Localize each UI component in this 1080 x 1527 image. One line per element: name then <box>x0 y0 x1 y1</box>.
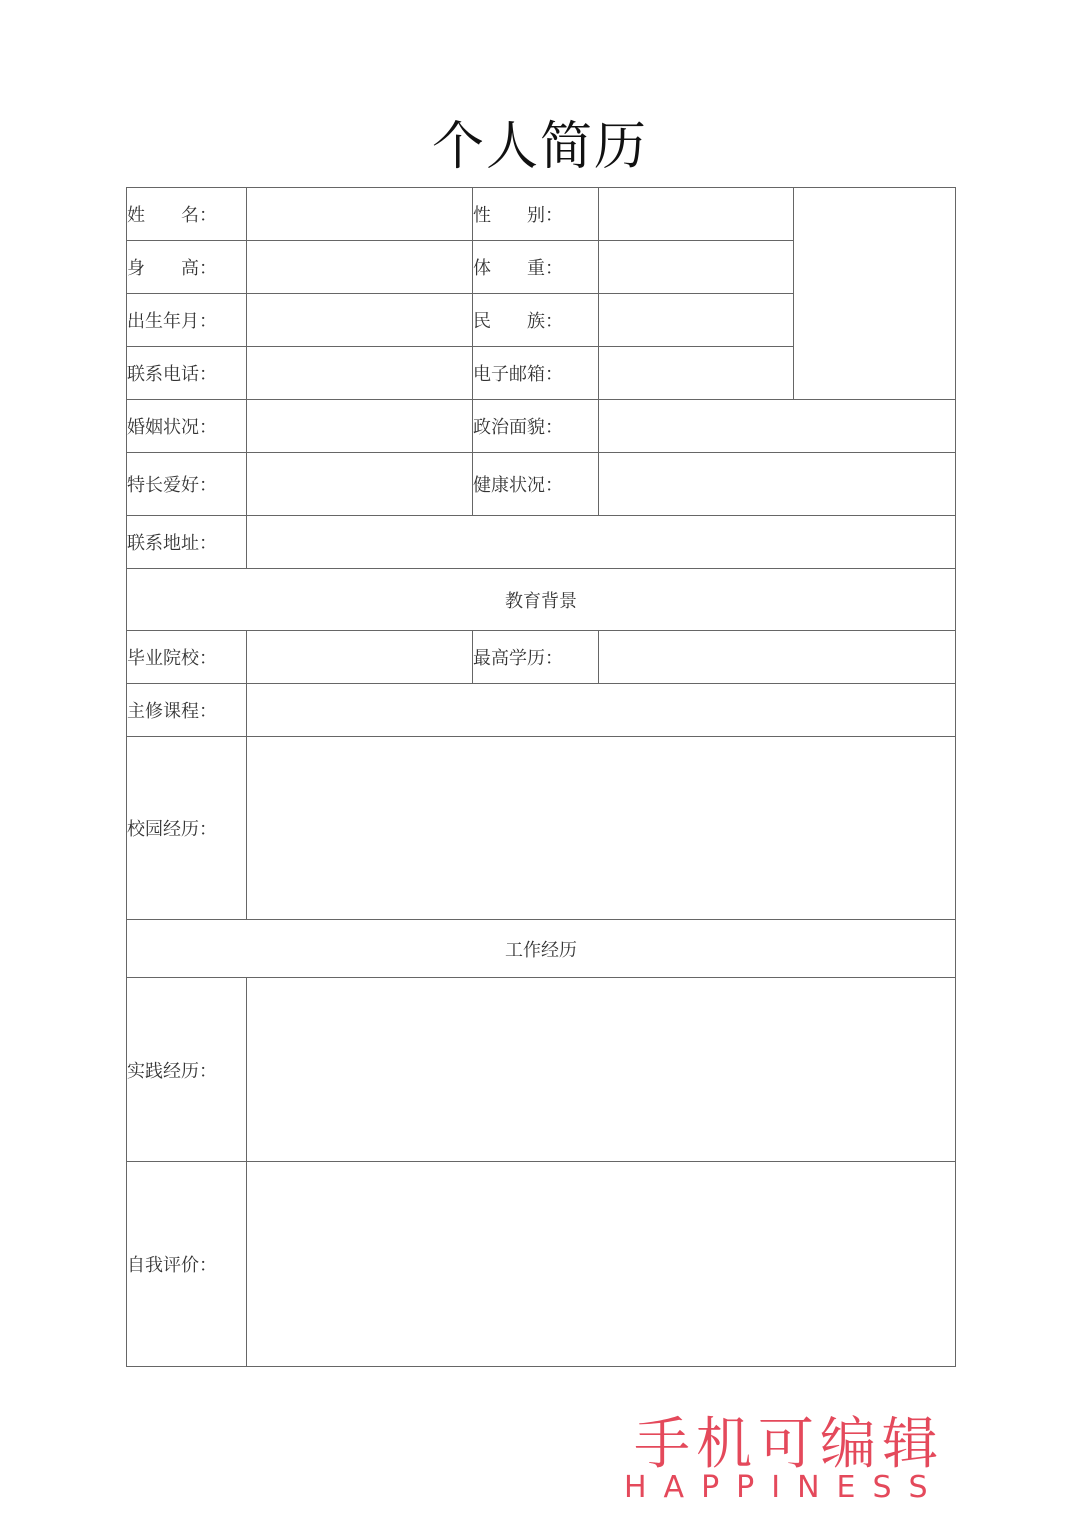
row-education-header <box>127 569 956 631</box>
label-ethnicity: 民 族： <box>473 294 599 347</box>
label-political: 政治面貌： <box>473 400 599 453</box>
photo-box[interactable] <box>794 188 956 400</box>
page-title: 个人简历 <box>431 117 648 177</box>
section-education-title: 教育背景 <box>127 569 956 631</box>
label-hobbies: 特长爱好： <box>127 453 247 516</box>
row-address <box>127 516 956 569</box>
email-field[interactable] <box>599 347 794 400</box>
label-height: 身 高： <box>127 241 247 294</box>
gender-field[interactable] <box>599 188 794 241</box>
label-phone: 联系电话： <box>127 347 247 400</box>
row-self-eval <box>127 1162 956 1367</box>
row-hobbies-health <box>127 453 956 516</box>
height-field[interactable] <box>247 241 473 294</box>
section-work-title: 工作经历 <box>127 920 956 978</box>
marital-field[interactable] <box>247 400 473 453</box>
row-school-degree <box>127 631 956 684</box>
label-weight: 体 重： <box>473 241 599 294</box>
label-address: 联系地址： <box>127 516 247 569</box>
label-name: 姓 名： <box>127 188 247 241</box>
watermark-happiness-text: HAPPINESS <box>624 1470 945 1505</box>
row-courses <box>127 684 956 737</box>
school-field[interactable] <box>247 631 473 684</box>
label-school: 毕业院校： <box>127 631 247 684</box>
political-field[interactable] <box>599 400 956 453</box>
watermark-editable-text: 手机可编辑 <box>634 1412 944 1477</box>
label-health: 健康状况： <box>473 453 599 516</box>
degree-field[interactable] <box>599 631 956 684</box>
label-marital: 婚姻状况： <box>127 400 247 453</box>
ethnicity-field[interactable] <box>599 294 794 347</box>
row-name-gender <box>127 188 956 241</box>
label-self-eval: 自我评价： <box>127 1162 247 1367</box>
courses-field[interactable] <box>247 684 956 737</box>
label-email: 电子邮箱： <box>473 347 599 400</box>
row-work-header <box>127 920 956 978</box>
row-marital-political <box>127 400 956 453</box>
resume-form-table <box>126 187 956 1367</box>
birth-field[interactable] <box>247 294 473 347</box>
weight-field[interactable] <box>599 241 794 294</box>
row-practice <box>127 978 956 1162</box>
address-field[interactable] <box>247 516 956 569</box>
row-campus <box>127 737 956 920</box>
campus-field[interactable] <box>247 737 956 920</box>
hobbies-field[interactable] <box>247 453 473 516</box>
label-gender: 性 别： <box>473 188 599 241</box>
name-field[interactable] <box>247 188 473 241</box>
label-birth: 出生年月： <box>127 294 247 347</box>
practice-field[interactable] <box>247 978 956 1162</box>
label-practice: 实践经历： <box>127 978 247 1162</box>
self-eval-field[interactable] <box>247 1162 956 1367</box>
label-courses: 主修课程： <box>127 684 247 737</box>
phone-field[interactable] <box>247 347 473 400</box>
health-field[interactable] <box>599 453 956 516</box>
label-degree: 最高学历： <box>473 631 599 684</box>
label-campus: 校园经历： <box>127 737 247 920</box>
